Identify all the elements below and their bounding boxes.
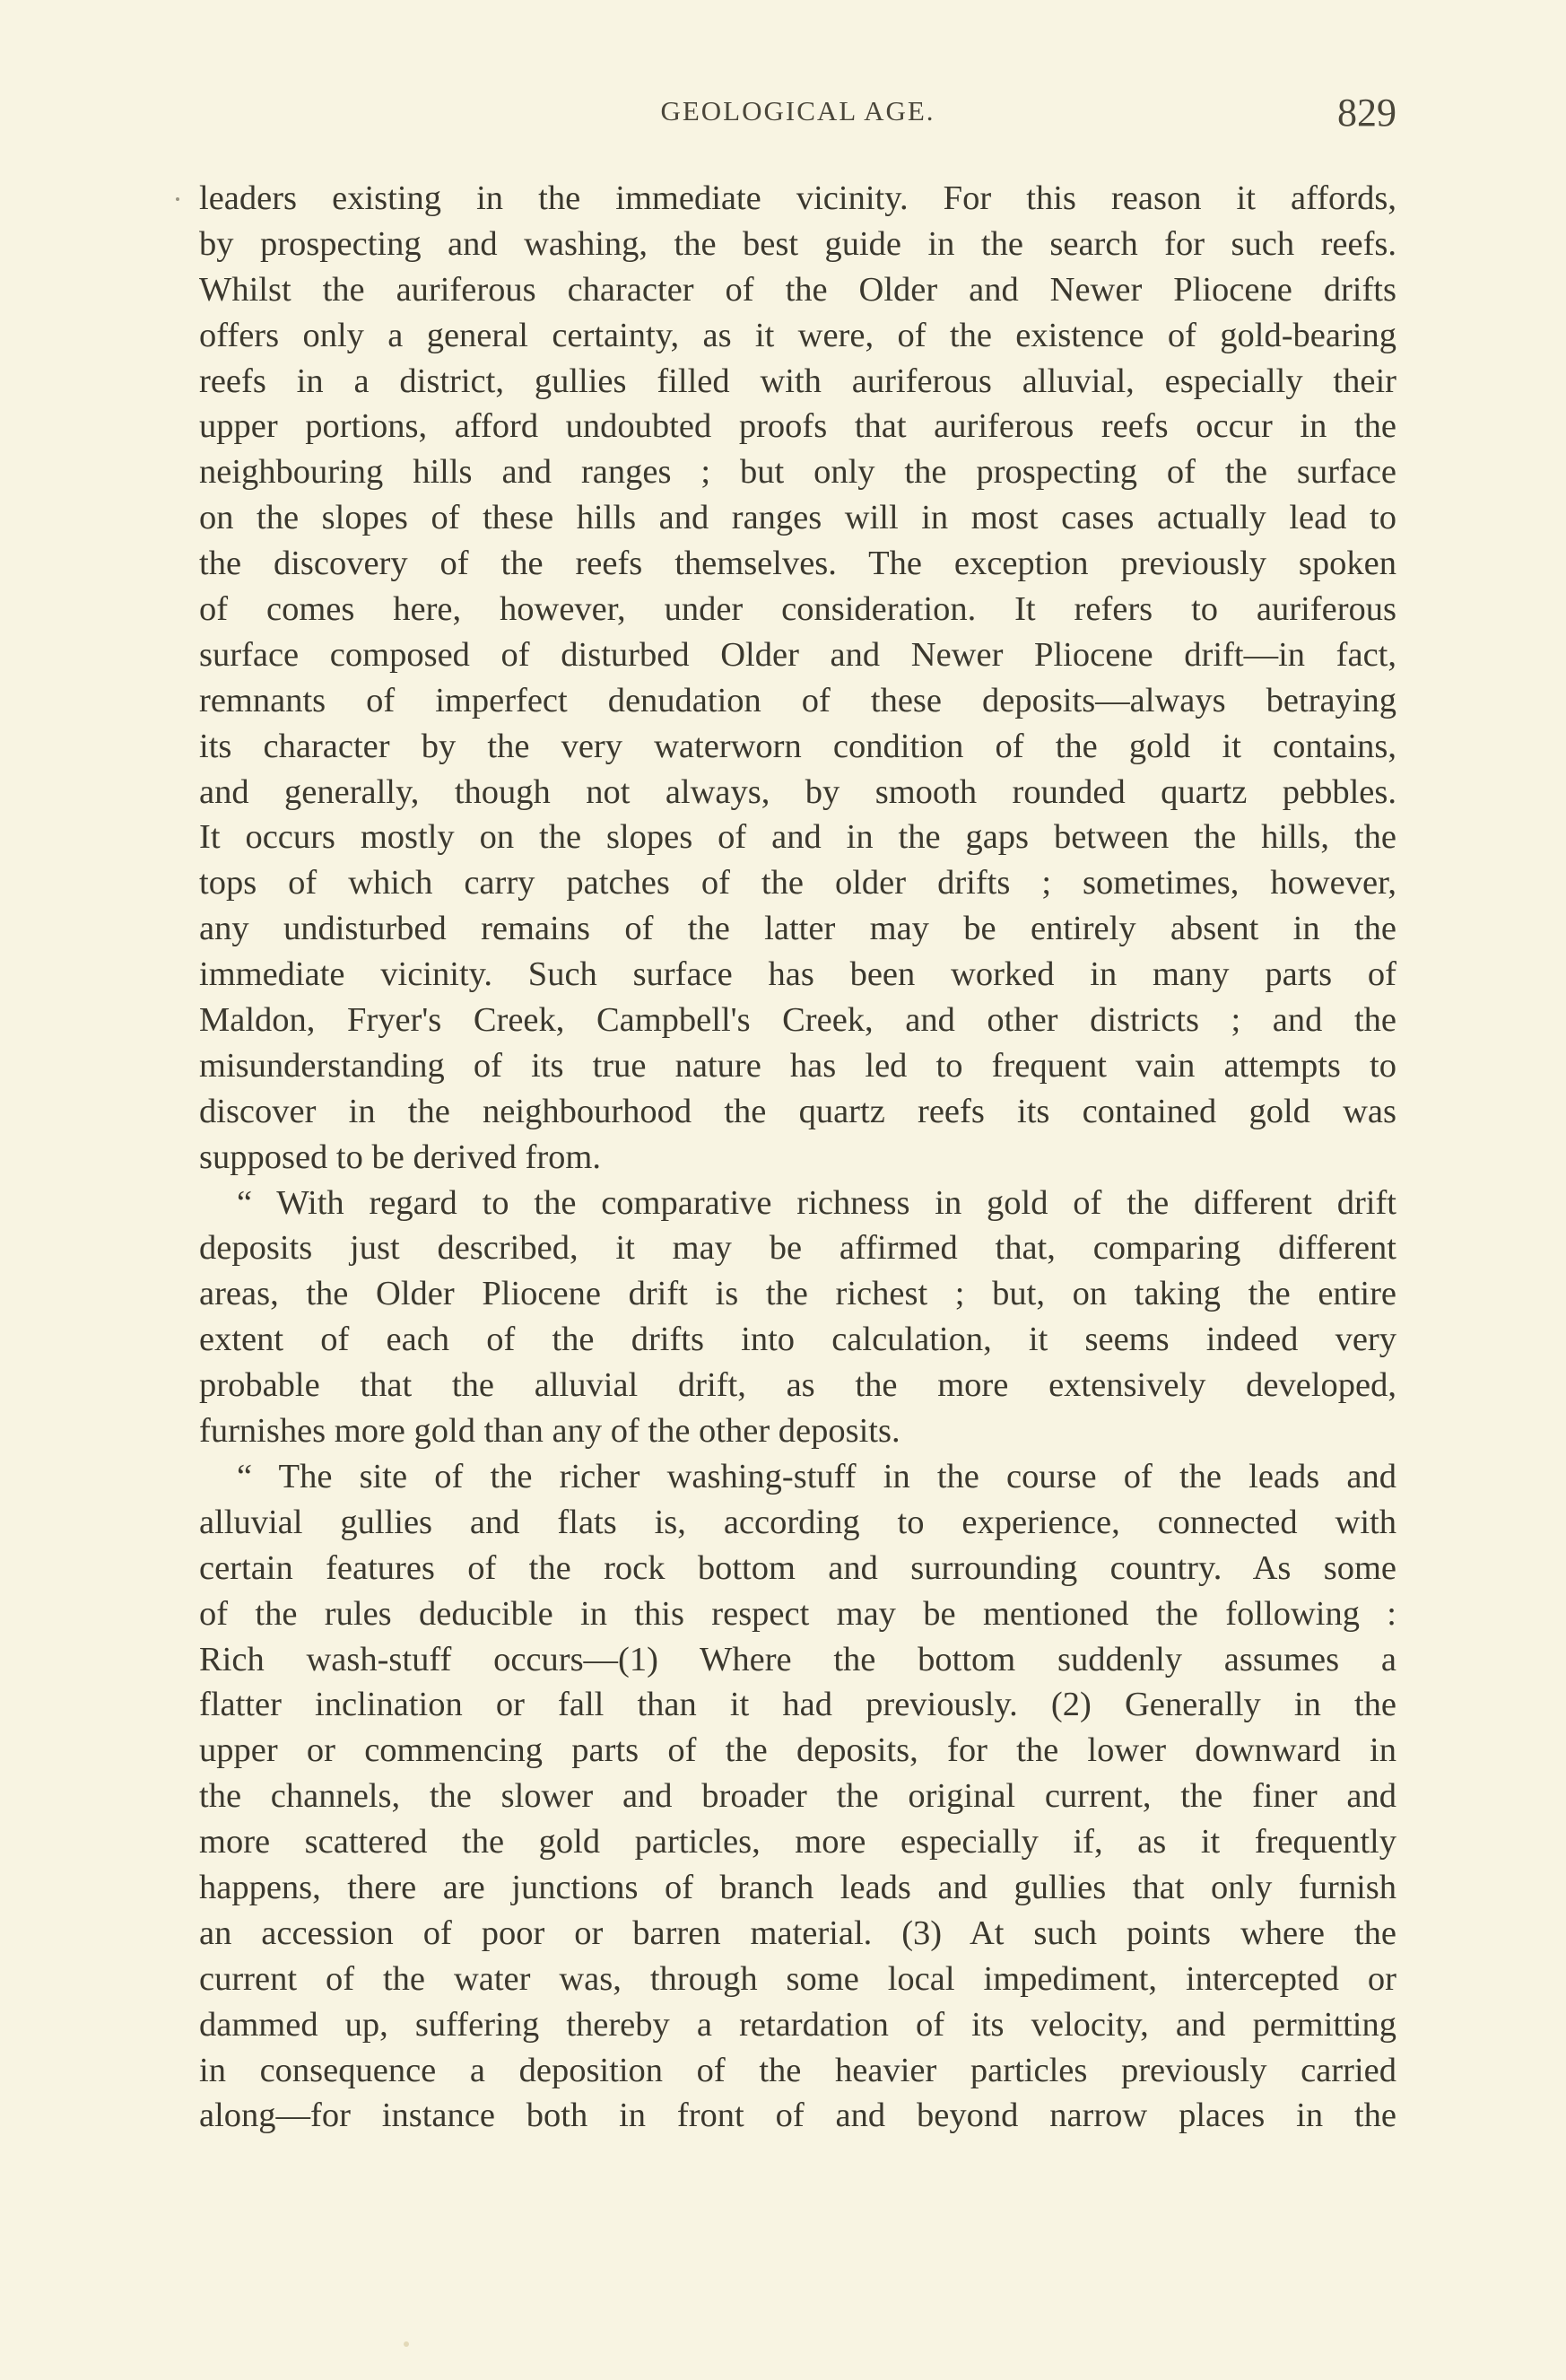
- text-line: areas, the Older Pliocene drift is the richest ; but, on taking the entire: [199, 1275, 1396, 1313]
- text-line: current of the water was, through some local impediment, intercepted or: [199, 1959, 1396, 1998]
- text-line: remnants of imperfect denudation of these deposits—always betraying: [199, 681, 1396, 719]
- text-line: happens, there are junctions of branch leads and gullies that only furnish: [199, 1868, 1396, 1906]
- paragraph-start-line: “ With regard to the comparative richness in gold of the different drift: [237, 1183, 1396, 1222]
- text-line: on the slopes of these hills and ranges will in most cases actually lead to: [199, 499, 1396, 537]
- text-line: of the rules deducible in this respect may be mentioned the following :: [199, 1594, 1396, 1633]
- text-line: immediate vicinity. Such surface has been worked in many parts of: [199, 955, 1396, 994]
- text-line: certain features of the rock bottom and surrounding country. As some: [199, 1548, 1396, 1587]
- page-header: [199, 90, 1396, 144]
- text-line: deposits just described, it may be affirmed that, comparing different: [199, 1229, 1396, 1268]
- paper-spot: [404, 2341, 409, 2347]
- text-line: offers only a general certainty, as it were, of the existence of gold-bearing: [199, 316, 1396, 354]
- text-line: the channels, the slower and broader the original current, the finer and: [199, 1777, 1396, 1816]
- text-line: more scattered the gold particles, more especially if, as it frequently: [199, 1823, 1396, 1861]
- text-line: surface composed of disturbed Older and Newer Pliocene drift—in fact,: [199, 635, 1396, 674]
- page-number: 829: [1337, 91, 1396, 135]
- text-line: leaders existing in the immediate vicinity. For this reason it affords,: [199, 179, 1396, 217]
- text-line: dammed up, suffering thereby a retardation of its velocity, and permitting: [199, 2005, 1396, 2044]
- text-line: upper portions, afford undoubted proofs that auriferous reefs occur in the: [199, 407, 1396, 446]
- text-line: supposed to be derived from.: [199, 1138, 601, 1176]
- text-line: Rich wash-stuff occurs—(1) Where the bottom suddenly assumes a: [199, 1640, 1396, 1678]
- text-line: along—for instance both in front of and beyond narrow places in the: [199, 2097, 1396, 2135]
- text-line: the discovery of the reefs themselves. The exception previously spoken: [199, 545, 1396, 583]
- text-line: probable that the alluvial drift, as the more extensively developed,: [199, 1366, 1396, 1405]
- text-line: of comes here, however, under consideration. It refers to auriferous: [199, 590, 1396, 629]
- text-line: furnishes more gold than any of the other deposits.: [199, 1412, 900, 1451]
- text-line: discover in the neighbourhood the quartz reefs its contained gold was: [199, 1092, 1396, 1130]
- text-line: upper or commencing parts of the deposits, for the lower downward in: [199, 1731, 1396, 1770]
- body-text: [199, 176, 1396, 2139]
- margin-mark: [176, 197, 179, 201]
- text-line: Whilst the auriferous character of the Older and Newer Pliocene drifts: [199, 270, 1396, 309]
- text-line: alluvial gullies and flats is, according to experience, connected with: [199, 1503, 1396, 1541]
- text-line: It occurs mostly on the slopes of and in the gaps between the hills, the: [199, 818, 1396, 857]
- text-line: extent of each of the drifts into calculation, it seems indeed very: [199, 1321, 1396, 1359]
- running-head: GEOLOGICAL AGE.: [660, 95, 935, 126]
- text-line: reefs in a district, gullies filled with auriferous alluvial, especially their: [199, 362, 1396, 400]
- text-line: neighbouring hills and ranges ; but only the prospecting of the surface: [199, 453, 1396, 492]
- text-line: any undisturbed remains of the latter may be entirely absent in the: [199, 910, 1396, 948]
- text-line: Maldon, Fryer's Creek, Campbell's Creek, and other districts ; and the: [199, 1001, 1396, 1040]
- paragraph-start-line: “ The site of the richer washing-stuff in the course of the leads and: [237, 1457, 1396, 1495]
- text-line: an accession of poor or barren material. (3) At such points where the: [199, 1914, 1396, 1952]
- text-line: in consequence a deposition of the heavier particles previously carried: [199, 2051, 1396, 2089]
- text-line: misunderstanding of its true nature has led to frequent vain attempts to: [199, 1046, 1396, 1085]
- text-line: and generally, though not always, by smooth rounded quartz pebbles.: [199, 772, 1396, 811]
- text-line: its character by the very waterworn condition of the gold it contains,: [199, 727, 1396, 765]
- text-line: by prospecting and washing, the best guide in the search for such reefs.: [199, 224, 1396, 263]
- text-line: flatter inclination or fall than it had previously. (2) Generally in the: [199, 1686, 1396, 1724]
- text-line: tops of which carry patches of the older drifts ; sometimes, however,: [199, 864, 1396, 902]
